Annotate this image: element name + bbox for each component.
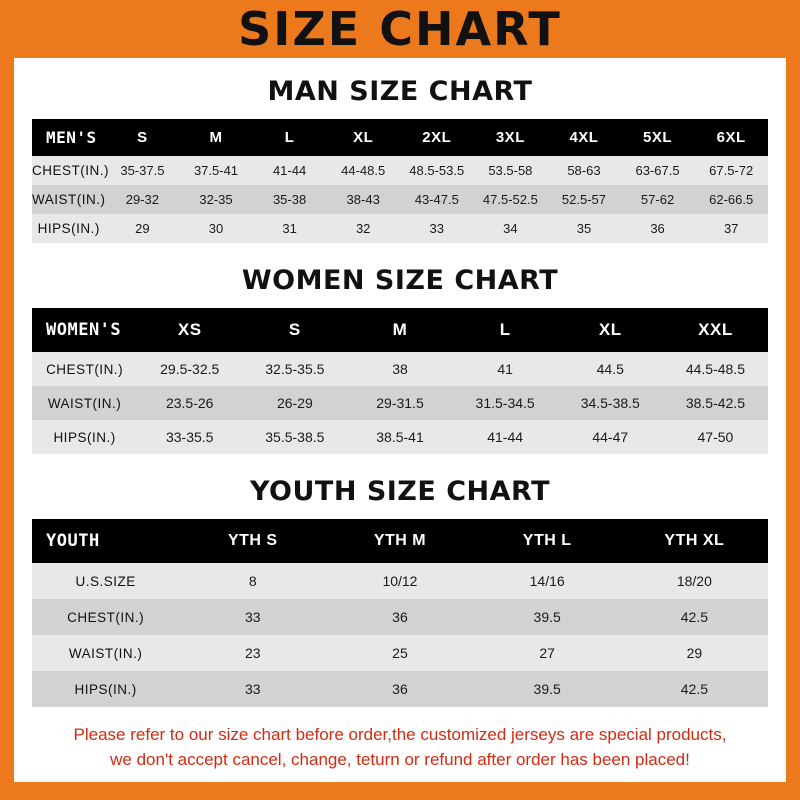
women-row-label-chest: CHEST(IN.) [46, 361, 124, 377]
youth-size-m: YTH M [373, 532, 427, 549]
men-row-label-chest: CHEST(IN.) [32, 163, 109, 178]
table-row [32, 563, 768, 599]
table-row [32, 214, 768, 243]
cell: 29-32 [125, 192, 160, 207]
youth-row-label-ussize: U.S.SIZE [75, 573, 136, 589]
table-row [32, 671, 768, 707]
table-row [32, 185, 768, 214]
cell: 23 [244, 645, 261, 661]
women-size-table [32, 308, 768, 454]
youth-size-xl: YTH XL [664, 532, 725, 549]
cell: 35-38 [272, 192, 307, 207]
cell: 29.5-32.5 [160, 361, 220, 377]
cell: 29 [686, 645, 703, 661]
youth-row-label-waist: WAIST(IN.) [68, 645, 143, 661]
cell: 58-63 [567, 163, 601, 178]
cell: 29-31.5 [376, 395, 424, 411]
cell: 33 [244, 681, 261, 697]
cell: 53.5-58 [488, 163, 533, 178]
cell: 44.5-48.5 [685, 361, 745, 377]
cell: 42.5 [680, 681, 708, 697]
cell: 41-44 [272, 163, 307, 178]
men-size-6xl: 6XL [716, 129, 746, 146]
section-title-women: WOMEN SIZE CHART [241, 265, 559, 296]
page-title: SIZE CHART [238, 2, 562, 56]
cell: 52.5-57 [561, 192, 606, 207]
cell: 47-50 [697, 429, 734, 445]
cell: 43-47.5 [414, 192, 459, 207]
cell: 41-44 [487, 429, 524, 445]
cell: 18/20 [676, 573, 712, 589]
youth-table-header-row [32, 519, 768, 563]
cell: 39.5 [533, 609, 561, 625]
cell: 37 [723, 221, 739, 236]
cell: 67.5-72 [709, 163, 754, 178]
cell: 30 [208, 221, 224, 236]
cell: 37.5-41 [193, 163, 239, 178]
table-row [32, 599, 768, 635]
cell: 63-67.5 [635, 163, 680, 178]
cell: 38 [392, 361, 408, 377]
cell: 36 [650, 221, 665, 236]
youth-row-label-hips: HIPS(IN.) [74, 681, 137, 697]
men-size-l: L [284, 129, 295, 146]
cell: 38.5-42.5 [685, 395, 745, 411]
section-title-man: MAN SIZE CHART [267, 76, 533, 107]
cell: 27 [539, 645, 555, 661]
table-row [32, 420, 768, 454]
women-size-xxl: XXL [698, 320, 733, 339]
women-size-xs: XS [177, 320, 202, 339]
cell: 26-29 [276, 395, 313, 411]
cell: 32.5-35.5 [265, 361, 325, 377]
cell: 35.5-38.5 [265, 429, 325, 445]
table-row [32, 352, 768, 386]
cell: 57-62 [640, 192, 675, 207]
cell: 44-48.5 [341, 163, 386, 178]
cell: 35 [576, 221, 592, 236]
youth-size-l: YTH L [522, 532, 572, 549]
men-table-header-row [32, 119, 768, 156]
cell: 33-35.5 [165, 429, 214, 445]
cell: 34 [503, 221, 518, 236]
youth-row-label-chest: CHEST(IN.) [67, 609, 145, 625]
cell: 29 [135, 221, 150, 236]
cell: 34.5-38.5 [580, 395, 640, 411]
cell: 31 [282, 221, 297, 236]
women-size-xl: XL [598, 320, 622, 339]
notice-line-1: Please refer to our size chart before order,the customized jerseys are special products, [73, 725, 727, 744]
men-row-label-hips: HIPS(IN.) [37, 221, 100, 236]
men-header-label: MEN'S [46, 128, 97, 147]
youth-header-label: YOUTH [46, 531, 100, 551]
order-notice [38, 723, 762, 772]
men-size-m: M [209, 129, 223, 146]
cell: 36 [392, 609, 408, 625]
women-table-header-row [32, 308, 768, 352]
cell: 10/12 [382, 573, 418, 589]
chart-content [14, 58, 786, 772]
men-size-s: S [137, 129, 148, 146]
notice-line-2: we don't accept cancel, change, teturn or refund after order has been placed! [110, 749, 690, 769]
cell: 36 [392, 681, 408, 697]
cell: 23.5-26 [165, 395, 214, 411]
women-size-l: L [499, 320, 511, 339]
footer-bar [0, 782, 800, 800]
cell: 41 [497, 361, 513, 377]
table-row [32, 635, 768, 671]
women-row-label-hips: HIPS(IN.) [53, 429, 116, 445]
cell: 44.5 [596, 361, 624, 377]
men-size-2xl: 2XL [422, 129, 452, 146]
cell: 14/16 [529, 573, 565, 589]
cell: 35-37.5 [120, 163, 165, 178]
women-header-label: WOMEN'S [46, 320, 122, 340]
youth-size-table [32, 519, 768, 707]
cell: 62-66.5 [709, 192, 754, 207]
youth-size-s: YTH S [227, 532, 278, 549]
men-size-5xl: 5XL [643, 129, 673, 146]
women-size-s: S [288, 320, 301, 339]
men-row-label-waist: WAIST(IN.) [32, 192, 106, 207]
men-size-4xl: 4XL [569, 129, 599, 146]
cell: 31.5-34.5 [475, 395, 535, 411]
page-banner [0, 0, 800, 58]
cell: 32-35 [199, 192, 233, 207]
men-size-3xl: 3XL [495, 129, 525, 146]
cell: 42.5 [680, 609, 708, 625]
cell: 39.5 [533, 681, 561, 697]
cell: 44-47 [592, 429, 629, 445]
cell: 33 [244, 609, 261, 625]
women-row-label-waist: WAIST(IN.) [47, 395, 122, 411]
men-size-xl: XL [353, 129, 374, 146]
cell: 48.5-53.5 [409, 163, 465, 178]
cell: 8 [248, 573, 257, 589]
section-title-youth: YOUTH SIZE CHART [249, 476, 551, 507]
table-row [32, 156, 768, 185]
cell: 38.5-41 [376, 429, 424, 445]
men-size-table [32, 119, 768, 243]
cell: 32 [355, 221, 371, 236]
cell: 33 [429, 221, 444, 236]
cell: 47.5-52.5 [482, 192, 538, 207]
cell: 38-43 [346, 192, 380, 207]
women-size-m: M [392, 320, 408, 339]
table-row [32, 386, 768, 420]
cell: 25 [392, 645, 408, 661]
